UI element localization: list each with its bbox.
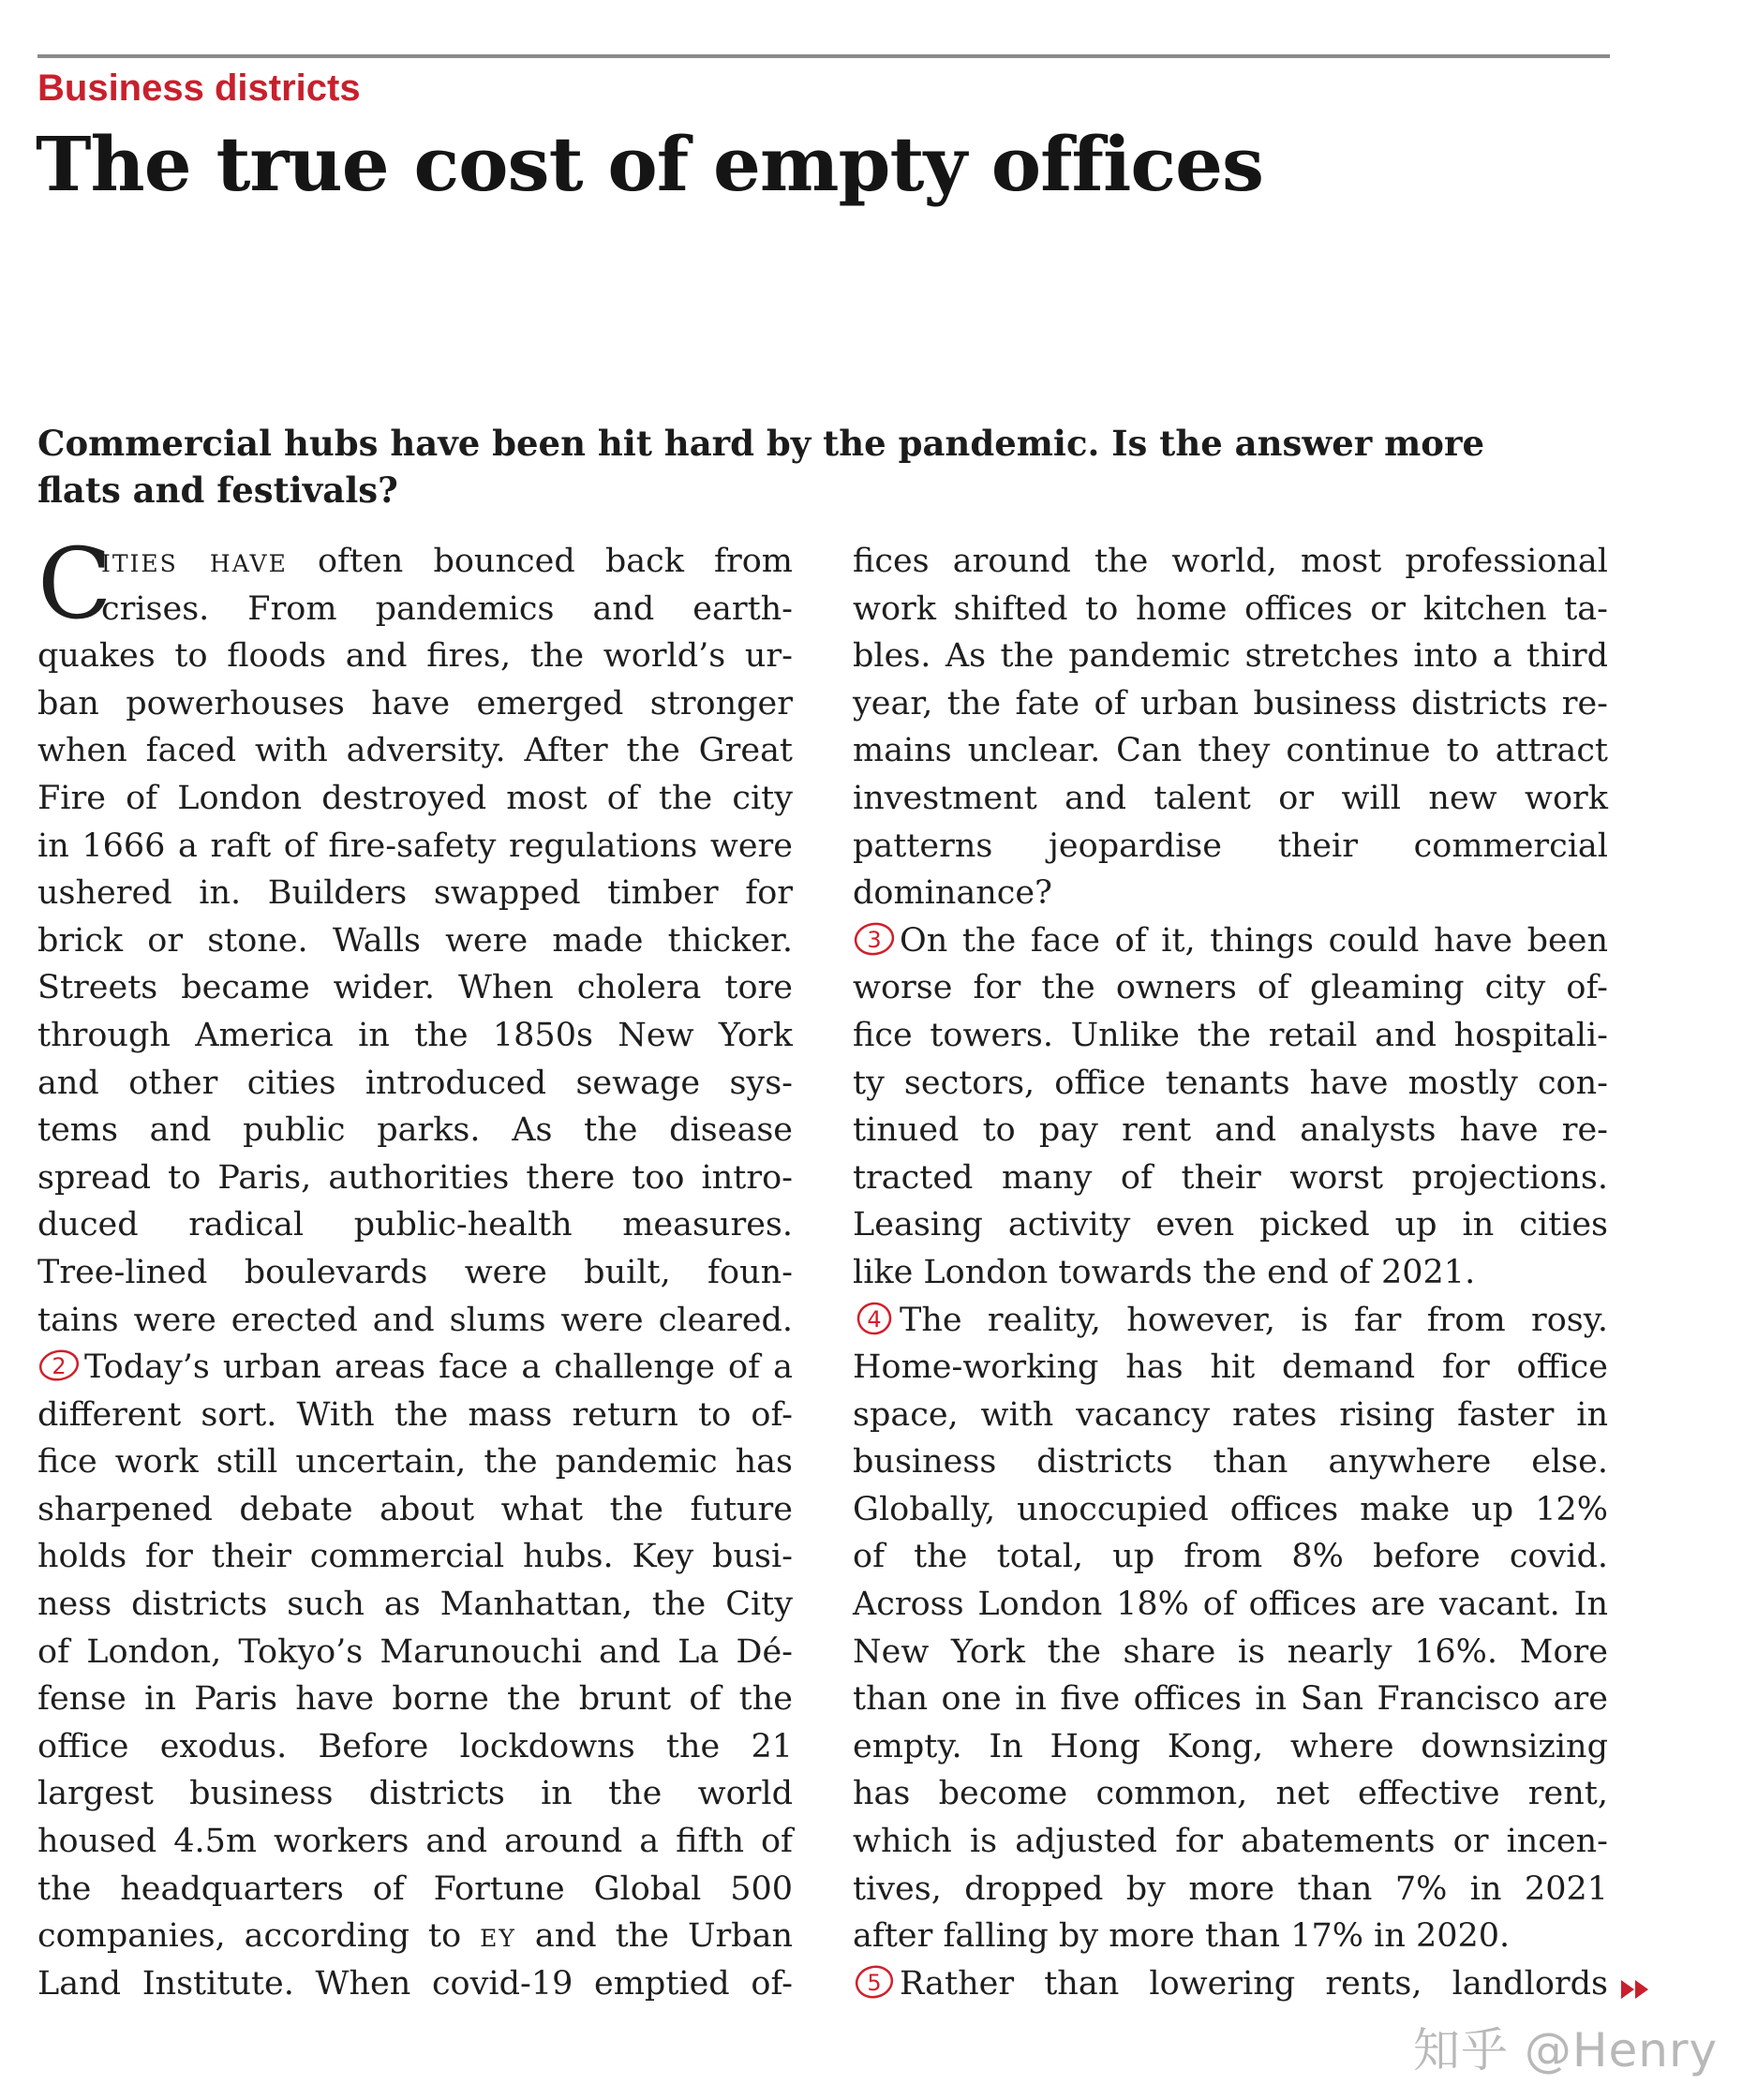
svg-text:5: 5 bbox=[867, 1969, 882, 1996]
article-line: 5 Rather than lowering rents, landlords bbox=[853, 1960, 1608, 2008]
svg-text:2: 2 bbox=[52, 1353, 67, 1380]
article-line: tinued to pay rent and analysts have re- bbox=[853, 1111, 1608, 1150]
article-line: ushered in. Builders swapped timber for bbox=[37, 874, 793, 913]
article-line: office exodus. Before lockdowns the 21 bbox=[37, 1727, 793, 1765]
article-line: fices around the world, most professional bbox=[853, 543, 1608, 580]
standfirst: Commercial hubs have been hit hard by the pandemic. Is the answer more flats and festivals? bbox=[37, 423, 1485, 511]
article-line: business districts than anywhere else. bbox=[853, 1443, 1608, 1482]
handwritten-marker-2 bbox=[37, 1348, 81, 1383]
article-line: Globally, unoccupied offices make up 12% bbox=[853, 1490, 1608, 1528]
article-line: fice work still uncertain, the pandemic has bbox=[37, 1443, 793, 1482]
lead-smallcaps: ities have bbox=[101, 543, 288, 580]
article-line: after falling by more than 17% in 2020. bbox=[853, 1917, 1511, 1956]
article-line: largest business districts in the world bbox=[37, 1775, 793, 1813]
article-line: duced radical public-health measures. bbox=[37, 1206, 793, 1244]
article-line: 3 On the face of it, things could have been bbox=[853, 917, 1608, 965]
article-line: housed 4.5m workers and around a fifth of bbox=[37, 1823, 793, 1861]
drop-cap: C bbox=[37, 527, 112, 641]
article-line: work shifted to home offices or kitchen ta- bbox=[853, 589, 1608, 628]
article-line: sharpened debate about what the future bbox=[37, 1490, 793, 1528]
article-line: Tree-lined boulevards were built, foun- bbox=[37, 1253, 793, 1291]
article-line: companies, according to ey and the Urban bbox=[37, 1917, 793, 1956]
article-line: ness districts such as Manhattan, the City bbox=[37, 1586, 793, 1624]
section-label: Business districts bbox=[37, 67, 361, 109]
article-line: different sort. With the mass return to of- bbox=[37, 1395, 793, 1434]
handwritten-marker-5 bbox=[853, 1964, 896, 2000]
watermark: 知乎 @Henry bbox=[1413, 2023, 1719, 2078]
handwritten-marker-4 bbox=[853, 1301, 896, 1336]
article-line: crises. From pandemics and earth- bbox=[101, 589, 793, 628]
article-line: like London towards the end of 2021. bbox=[853, 1253, 1476, 1291]
right-column bbox=[853, 538, 1608, 2007]
article-line: of the total, up from 8% before covid. bbox=[853, 1538, 1608, 1576]
article-line: when faced with adversity. After the Great bbox=[37, 732, 793, 770]
article-line: ty sectors, office tenants have mostly con- bbox=[853, 1064, 1608, 1102]
article-line: C ities have often bounced back from bbox=[37, 527, 793, 641]
article-line: has become common, net effective rent, bbox=[853, 1775, 1608, 1813]
headline: The true cost of empty offices bbox=[36, 120, 1263, 208]
article-line: patterns jeopardise their commercial bbox=[853, 827, 1608, 865]
article-line: brick or stone. Walls were made thicker. bbox=[37, 921, 793, 960]
article-line: Home-working has hit demand for office bbox=[853, 1348, 1608, 1387]
article-line: tives, dropped by more than 7% in 2021 bbox=[853, 1869, 1608, 1908]
svg-text:4: 4 bbox=[867, 1305, 882, 1333]
article-line: which is adjusted for abatements or incen- bbox=[853, 1823, 1608, 1861]
article-line: of London, Tokyo’s Marunouchi and La Dé- bbox=[37, 1632, 793, 1671]
article-line: 4 The reality, however, is far from rosy. bbox=[853, 1297, 1608, 1345]
article-line: tems and public parks. As the disease bbox=[37, 1111, 793, 1150]
top-rule bbox=[37, 54, 1610, 58]
article-line: ban powerhouses have emerged stronger bbox=[37, 684, 793, 722]
article-line: tracted many of their worst projections. bbox=[853, 1158, 1608, 1197]
article-line: investment and talent or will new work bbox=[853, 779, 1608, 817]
svg-text:3: 3 bbox=[867, 926, 882, 953]
article-line: spread to Paris, authorities there too intro- bbox=[37, 1158, 793, 1197]
article-line: Across London 18% of offices are vacant. In bbox=[853, 1586, 1608, 1624]
article-line: quakes to floods and fires, the world’s ur- bbox=[37, 637, 793, 676]
article-line: Leasing activity even picked up in cities bbox=[853, 1206, 1608, 1244]
article-line: Land Institute. When covid-19 emptied of- bbox=[37, 1964, 793, 2003]
article-line: worse for the owners of gleaming city of- bbox=[853, 969, 1608, 1007]
handwritten-marker-3 bbox=[853, 921, 896, 957]
article-line: in 1666 a raft of fire-safety regulations were bbox=[37, 827, 793, 865]
article-line: through America in the 1850s New York bbox=[37, 1016, 793, 1054]
double-arrow-right-icon bbox=[1619, 1977, 1651, 2005]
article-line: tains were erected and slums were cleared. bbox=[37, 1301, 793, 1339]
article-line: Streets became wider. When cholera tore bbox=[37, 969, 793, 1007]
article-line: fense in Paris have borne the brunt of the bbox=[37, 1680, 793, 1719]
article-line: than one in five offices in San Francisco are bbox=[853, 1680, 1608, 1719]
article-line: year, the fate of urban business districts re- bbox=[853, 684, 1608, 722]
article-line: New York the share is nearly 16%. More bbox=[853, 1632, 1608, 1671]
left-column bbox=[37, 527, 793, 2007]
article-line: bles. As the pandemic stretches into a third bbox=[853, 637, 1608, 676]
article-line: holds for their commercial hubs. Key busi- bbox=[37, 1538, 793, 1576]
article-line: dominance? bbox=[853, 874, 1052, 913]
ey-smallcaps: ey bbox=[480, 1917, 516, 1956]
article-line: space, with vacancy rates rising faster in bbox=[853, 1395, 1608, 1434]
article-line: 2 Today’s urban areas face a challenge of a bbox=[37, 1344, 793, 1392]
article-line: mains unclear. Can they continue to attract bbox=[853, 732, 1608, 770]
article-line: fice towers. Unlike the retail and hospitali- bbox=[853, 1016, 1608, 1054]
article-line: empty. In Hong Kong, where downsizing bbox=[853, 1727, 1608, 1765]
article-line: Fire of London destroyed most of the city bbox=[37, 779, 793, 817]
article-line: the headquarters of Fortune Global 500 bbox=[37, 1869, 793, 1908]
article-line: and other cities introduced sewage sys- bbox=[37, 1064, 793, 1102]
